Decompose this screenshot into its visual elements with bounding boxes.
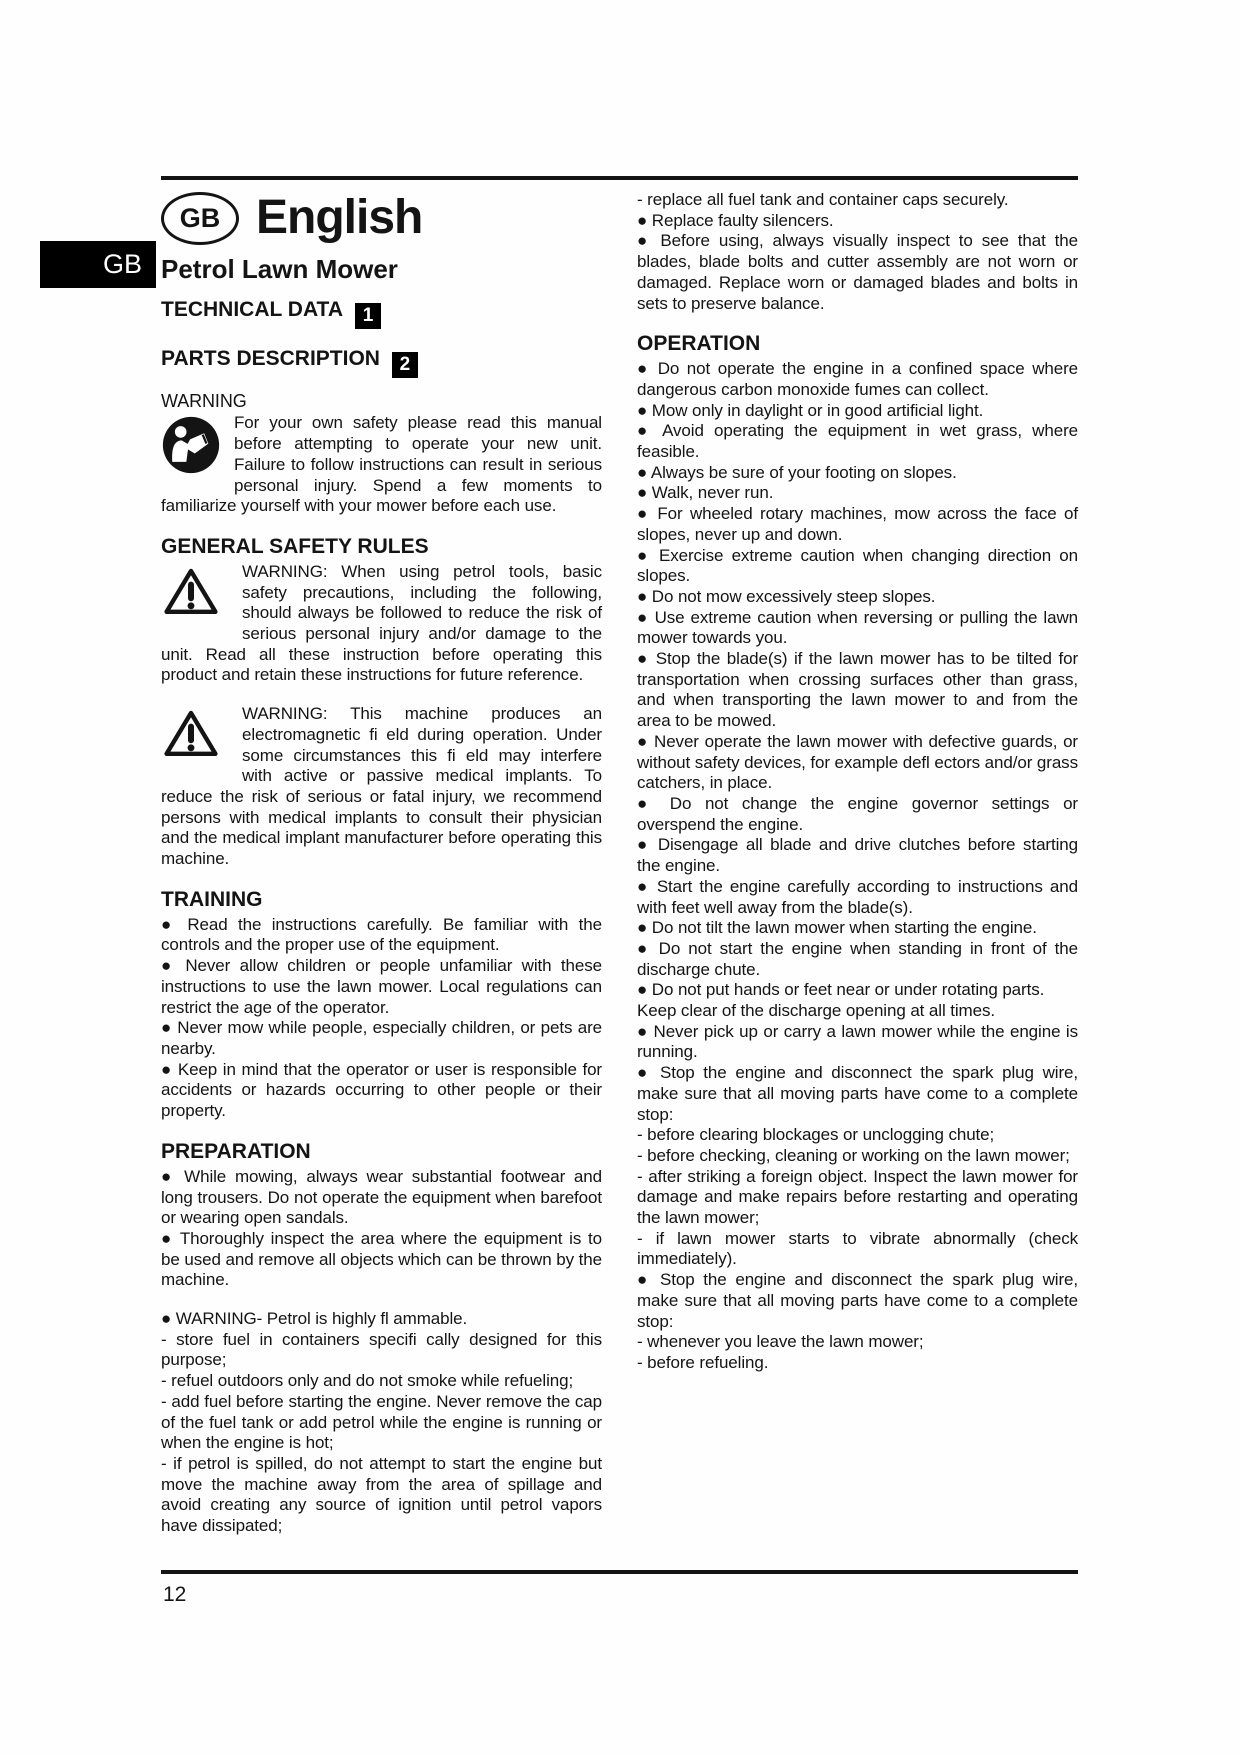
paragraph — [637, 463, 1078, 484]
paragraph-text: ● Stop the engine and disconnect the spark plug wire, make sure that all moving parts have come to a complete stop: — [637, 1270, 1078, 1331]
paragraph — [637, 1229, 1078, 1270]
warning-triangle-icon — [163, 565, 219, 623]
paragraph — [637, 939, 1078, 980]
paragraph-text: ● WARNING- Petrol is highly fl ammable. — [161, 1309, 468, 1329]
paragraph-text: For your own safety please read this manual before attempting to operate your new unit. Failure to follow instructions can result in serious personal injury. Spend a few moments to familiarize yourself with your mower before each use. — [161, 413, 602, 516]
paragraph — [161, 1454, 602, 1537]
language-title: English — [256, 190, 423, 244]
paragraph — [637, 649, 1078, 732]
paragraph-text: ● Avoid operating the equipment in wet grass, where feasible. — [637, 421, 1078, 462]
paragraph-text: - refuel outdoors only and do not smoke while refueling; — [161, 1371, 574, 1391]
section-heading-text: PARTS DESCRIPTION — [161, 346, 380, 370]
section-heading-text: OPERATION — [637, 332, 761, 356]
paragraph — [637, 918, 1078, 939]
paragraph — [161, 1060, 602, 1122]
paragraph — [637, 1001, 1078, 1022]
page-content — [161, 190, 1079, 1537]
paragraph — [637, 359, 1078, 400]
paragraph — [637, 231, 1078, 314]
icon-paragraph — [161, 562, 602, 686]
paragraph-text: ● Do not operate the engine in a confined space where dangerous carbon monoxide fumes can collect. — [637, 359, 1078, 399]
paragraph — [637, 211, 1078, 232]
paragraph-text: ● Start the engine carefully according to instructions and with feet well away from the blade(s). — [637, 876, 1078, 917]
paragraph-text: ● Do not mow excessively steep slopes. — [637, 586, 936, 606]
paragraph-text: ● Walk, never run. — [637, 483, 774, 503]
paragraph-text: ● Thoroughly inspect the area where the equipment is to be used and remove all objects which can be thrown by the machine. — [161, 1228, 602, 1290]
paragraph-gap — [161, 686, 602, 704]
paragraph-text: ● Never operate the lawn mower with defective guards, or without safety devices, for example defl ectors and/or grass catchers, in place. — [637, 731, 1078, 793]
paragraph — [637, 190, 1078, 211]
paragraph — [637, 421, 1078, 462]
left-column — [161, 190, 602, 1537]
warning-label: WARNING — [161, 390, 247, 411]
paragraph — [161, 956, 602, 1018]
paragraph — [637, 1270, 1078, 1332]
paragraph-text: ● Never allow children or people unfamiliar with these instructions to use the lawn mower. Local regulations can restrict the age of the operator. — [161, 956, 602, 1017]
language-tab: GB — [40, 241, 156, 288]
figure-number-badge: 1 — [355, 303, 381, 329]
section-heading-text: TECHNICAL DATA — [161, 297, 343, 321]
paragraph — [637, 732, 1078, 794]
paragraph-text: - replace all fuel tank and container caps securely. — [637, 190, 1009, 209]
paragraph-text: - whenever you leave the lawn mower; — [637, 1332, 924, 1352]
paragraph — [637, 1167, 1078, 1229]
paragraph — [161, 1330, 602, 1371]
page-number: 12 — [163, 1583, 187, 1606]
paragraph — [637, 1022, 1078, 1063]
paragraph-text: ● Do not change the engine governor settings or overspend the engine. — [637, 793, 1078, 834]
paragraph-gap — [161, 1291, 602, 1309]
section-heading — [161, 888, 602, 912]
paragraph-text: - if lawn mower starts to vibrate abnormally (check immediately). — [637, 1228, 1078, 1269]
read-manual-icon — [161, 415, 221, 481]
paragraph-text: ● While mowing, always wear substantial footwear and long trousers. Do not operate the equipment when barefoot or wearing open sandals. — [161, 1166, 602, 1228]
paragraph — [637, 1146, 1078, 1167]
section-heading-text: GENERAL SAFETY RULES — [161, 534, 429, 558]
paragraph-text: ● Never pick up or carry a lawn mower while the engine is running. — [637, 1021, 1078, 1062]
paragraph-text: ● Always be sure of your footing on slopes. — [637, 462, 957, 482]
paragraph-text: ● Disengage all blade and drive clutches before starting the engine. — [637, 835, 1078, 876]
right-column-blocks — [637, 190, 1078, 1374]
paragraph — [637, 980, 1078, 1001]
paragraph — [637, 1332, 1078, 1353]
paragraph-text: ● For wheeled rotary machines, mow across the face of slopes, never up and down. — [637, 504, 1078, 544]
paragraph-text: WARNING: When using petrol tools, basic safety precautions, including the following, should always be followed to reduce the risk of serious personal injury and/or damage to the unit. Read all these instruction before operating this product and retain these instructions for future reference. — [161, 561, 602, 685]
paragraph-text: ● Never mow while people, especially children, or pets are nearby. — [161, 1018, 602, 1058]
paragraph-text: ● Keep in mind that the operator or user is responsible for accidents or hazards occurring to other people or their property. — [161, 1059, 602, 1121]
paragraph-text: Keep clear of the discharge opening at all times. — [637, 1001, 995, 1021]
section-heading-text: TRAINING — [161, 887, 263, 911]
section-heading — [637, 332, 1078, 356]
section-heading — [161, 1140, 602, 1164]
paragraph-text: ● Do not tilt the lawn mower when starting the engine. — [637, 918, 1037, 938]
section-heading — [161, 535, 602, 559]
language-header — [161, 190, 602, 246]
section-heading — [161, 298, 602, 329]
paragraph — [637, 546, 1078, 587]
paragraph — [637, 504, 1078, 545]
paragraph-text: ● Stop the blade(s) if the lawn mower has to be tilted for transportation when crossing surfaces other than grass, and when transporting the lawn mower to and from the area to be mowed. — [637, 649, 1078, 731]
paragraph — [637, 1353, 1078, 1374]
paragraph-text: - before checking, cleaning or working on the lawn mower; — [637, 1145, 1070, 1165]
figure-number-badge: 2 — [392, 352, 418, 378]
icon-paragraph — [161, 704, 602, 870]
paragraph — [637, 401, 1078, 422]
paragraph-text: ● Exercise extreme caution when changing direction on slopes. — [637, 545, 1078, 586]
icon-paragraph — [161, 413, 602, 517]
paragraph-text: ● Replace faulty silencers. — [637, 210, 834, 230]
top-rule — [161, 176, 1078, 180]
paragraph-text: ● Do not start the engine when standing in front of the discharge chute. — [637, 938, 1078, 979]
paragraph-text: ● Mow only in daylight or in good artificial light. — [637, 400, 984, 420]
product-title: Petrol Lawn Mower — [161, 254, 398, 284]
paragraph-text: - add fuel before starting the engine. Never remove the cap of the fuel tank or add petrol while the engine is running or when the engine is hot; — [161, 1391, 602, 1453]
paragraph — [161, 1018, 602, 1059]
paragraph-text: ● Read the instructions carefully. Be familiar with the controls and the proper use of the equipment. — [161, 914, 602, 955]
paragraph-text: ● Do not put hands or feet near or under rotating parts. — [637, 980, 1045, 1000]
paragraph — [637, 587, 1078, 608]
paragraph-text: ● Stop the engine and disconnect the spark plug wire, make sure that all moving parts have come to a complete stop: — [637, 1063, 1078, 1124]
paragraph — [637, 877, 1078, 918]
paragraph — [637, 794, 1078, 835]
paragraph-text: ● Before using, always visually inspect to see that the blades, blade bolts and cutter assembly are not worn or damaged. Replace worn or damaged blades and bolts in sets to preserve balance. — [637, 231, 1078, 313]
warning-triangle-icon — [163, 707, 219, 765]
paragraph — [161, 1309, 602, 1330]
left-column-blocks — [161, 298, 602, 1537]
paragraph — [637, 1063, 1078, 1125]
gb-oval-badge: GB — [161, 192, 239, 245]
paragraph — [161, 1229, 602, 1291]
paragraph — [637, 483, 1078, 504]
right-column — [637, 190, 1078, 1537]
paragraph-text: ● Use extreme caution when reversing or pulling the lawn mower towards you. — [637, 607, 1078, 648]
paragraph-text: - before clearing blockages or unclogging chute; — [637, 1125, 995, 1145]
paragraph-text: - if petrol is spilled, do not attempt to start the engine but move the machine away from the area of spillage and avoid creating any source of ignition until petrol vapors have dissipated; — [161, 1453, 602, 1536]
footer-rule — [161, 1570, 1078, 1574]
section-heading — [161, 347, 602, 378]
paragraph — [161, 1392, 602, 1454]
paragraph — [161, 1371, 602, 1392]
paragraph-text: - store fuel in containers specifi cally designed for this purpose; — [161, 1329, 602, 1370]
section-heading-text: PREPARATION — [161, 1139, 311, 1163]
paragraph — [161, 1167, 602, 1229]
paragraph-text: WARNING: This machine produces an electromagnetic fi eld during operation. Under some circumstances this fi eld may interfere with active or passive medical implants. To reduce the risk of serious or fatal injury, we recommend persons with medical implants to consult their physician and the medical implant manufacturer before operating this machine. — [161, 704, 602, 869]
paragraph-text: - after striking a foreign object. Inspect the lawn mower for damage and make repairs before restarting and operating the lawn mower; — [637, 1166, 1078, 1228]
paragraph — [637, 1125, 1078, 1146]
paragraph — [637, 608, 1078, 649]
paragraph-text: - before refueling. — [637, 1352, 769, 1372]
paragraph — [637, 835, 1078, 876]
paragraph — [161, 915, 602, 956]
columns — [161, 190, 1079, 1537]
